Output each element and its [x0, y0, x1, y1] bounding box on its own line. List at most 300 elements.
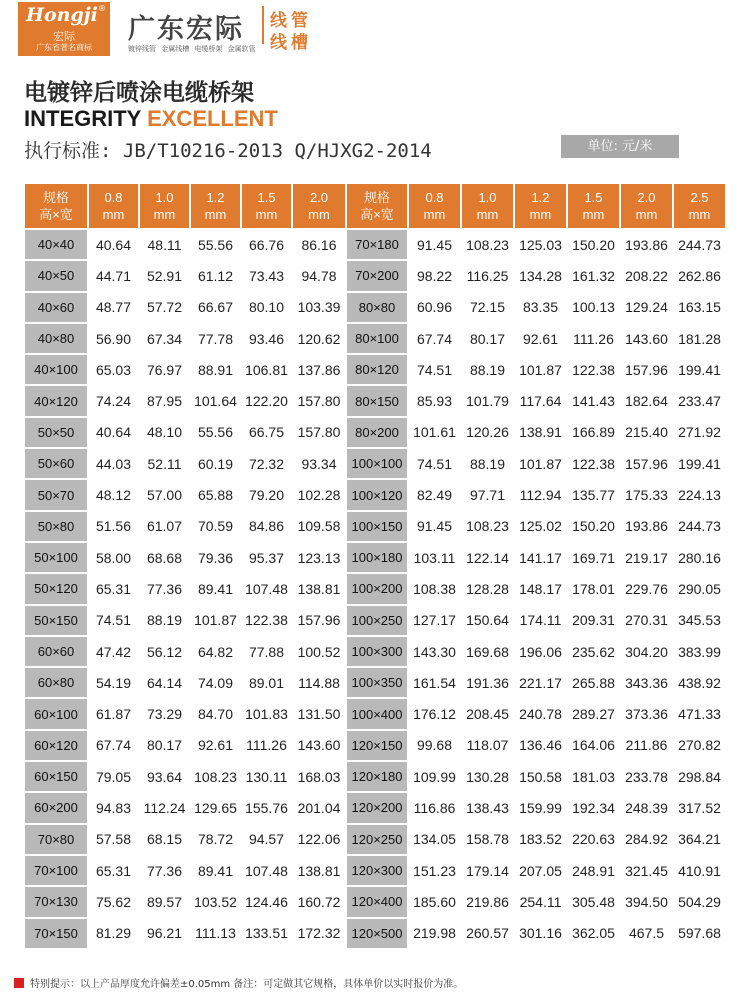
english-title-part2: EXCELLENT [147, 106, 278, 131]
spec-cell: 60×120 [25, 731, 87, 760]
table-row [25, 919, 725, 948]
price-cell: 57.00 [140, 480, 189, 509]
price-cell: 128.28 [462, 574, 513, 603]
price-cell: 117.64 [515, 386, 566, 415]
price-cell: 182.64 [621, 386, 672, 415]
price-cell: 193.86 [621, 230, 672, 259]
price-cell: 136.46 [515, 731, 566, 760]
price-cell: 100.52 [293, 637, 345, 666]
price-cell: 364.21 [674, 825, 725, 854]
price-cell: 124.46 [242, 887, 291, 916]
price-cell: 77.36 [140, 574, 189, 603]
price-cell: 410.91 [674, 856, 725, 885]
price-cell: 64.82 [191, 637, 240, 666]
price-cell: 191.36 [462, 668, 513, 697]
price-cell: 207.05 [515, 856, 566, 885]
price-cell: 199.41 [674, 449, 725, 478]
price-cell: 82.49 [409, 480, 460, 509]
price-cell: 88.19 [462, 355, 513, 384]
price-cell: 93.64 [140, 762, 189, 791]
price-cell: 111.26 [568, 324, 619, 353]
header-cell: 规格 高×宽 [25, 184, 87, 228]
tagline-2: 线槽 [270, 33, 312, 53]
price-cell: 73.29 [140, 699, 189, 728]
table-row [25, 793, 725, 822]
table-row [25, 887, 725, 916]
price-cell: 103.11 [409, 543, 460, 572]
header-cell: 0.8 mm [89, 184, 138, 228]
price-cell: 221.17 [515, 668, 566, 697]
price-cell: 60.96 [409, 293, 460, 322]
price-cell: 48.11 [140, 230, 189, 259]
price-cell: 224.13 [674, 480, 725, 509]
price-cell: 233.78 [621, 762, 672, 791]
price-cell: 84.86 [242, 512, 291, 541]
price-cell: 99.68 [409, 731, 460, 760]
price-cell: 79.20 [242, 480, 291, 509]
price-cell: 192.34 [568, 793, 619, 822]
note-text: 特别提示：以上产品厚度允许偏差±0.05mm 备注：可定做其它规格，具体单价以实时报价为准。 [30, 979, 464, 990]
header-cell: 1.5 mm [568, 184, 619, 228]
standard-text: 执行标准: JB/T10216-2013 Q/HJXG2-2014 [24, 140, 432, 162]
price-cell: 88.19 [462, 449, 513, 478]
spec-cell: 40×50 [25, 261, 87, 290]
price-cell: 219.17 [621, 543, 672, 572]
price-cell: 103.52 [191, 887, 240, 916]
price-cell: 92.61 [191, 731, 240, 760]
price-cell: 83.35 [515, 293, 566, 322]
price-cell: 74.09 [191, 668, 240, 697]
price-cell: 65.31 [89, 574, 138, 603]
price-cell: 125.03 [515, 230, 566, 259]
price-cell: 169.68 [462, 637, 513, 666]
english-title-part1: INTEGRITY [24, 106, 141, 131]
price-cell: 103.39 [293, 293, 345, 322]
price-cell: 68.68 [140, 543, 189, 572]
price-cell: 111.26 [242, 731, 291, 760]
price-cell: 66.76 [242, 230, 291, 259]
price-cell: 88.19 [140, 606, 189, 635]
spec-cell: 80×100 [347, 324, 407, 353]
spec-cell: 80×120 [347, 355, 407, 384]
price-cell: 193.86 [621, 512, 672, 541]
spec-cell: 100×400 [347, 699, 407, 728]
price-cell: 157.96 [293, 606, 345, 635]
spec-cell: 120×180 [347, 762, 407, 791]
page-title: 电镀锌后喷涂电缆桥架 [24, 80, 254, 106]
spec-cell: 70×200 [347, 261, 407, 290]
price-cell: 101.64 [191, 386, 240, 415]
price-cell: 101.87 [515, 355, 566, 384]
price-cell: 159.99 [515, 793, 566, 822]
header-cell: 2.0 mm [621, 184, 672, 228]
price-cell: 48.77 [89, 293, 138, 322]
table-row [25, 449, 725, 478]
price-cell: 471.33 [674, 699, 725, 728]
price-cell: 89.57 [140, 887, 189, 916]
price-cell: 114.88 [293, 668, 345, 697]
price-cell: 101.87 [515, 449, 566, 478]
price-cell: 131.50 [293, 699, 345, 728]
spec-cell: 50×60 [25, 449, 87, 478]
company-name: 广东宏际 [128, 14, 244, 45]
price-cell: 172.32 [293, 919, 345, 948]
price-cell: 122.06 [293, 825, 345, 854]
spec-cell: 100×100 [347, 449, 407, 478]
spec-cell: 120×500 [347, 919, 407, 948]
price-cell: 240.78 [515, 699, 566, 728]
price-cell: 79.36 [191, 543, 240, 572]
price-cell: 321.45 [621, 856, 672, 885]
header-cell: 2.0 mm [293, 184, 345, 228]
price-cell: 345.53 [674, 606, 725, 635]
price-cell: 48.10 [140, 418, 189, 447]
price-cell: 48.12 [89, 480, 138, 509]
price-cell: 65.88 [191, 480, 240, 509]
registered-mark: ® [98, 4, 106, 13]
table-row [25, 512, 725, 541]
table-row [25, 668, 725, 697]
spec-cell: 50×120 [25, 574, 87, 603]
spec-cell: 60×200 [25, 793, 87, 822]
spec-cell: 100×350 [347, 668, 407, 697]
price-cell: 122.38 [568, 449, 619, 478]
price-cell: 108.23 [462, 230, 513, 259]
price-cell: 196.06 [515, 637, 566, 666]
spec-cell: 50×100 [25, 543, 87, 572]
price-cell: 209.31 [568, 606, 619, 635]
price-cell: 138.81 [293, 574, 345, 603]
table-row [25, 355, 725, 384]
spec-cell: 70×130 [25, 887, 87, 916]
spec-cell: 100×250 [347, 606, 407, 635]
header-cell: 1.0 mm [462, 184, 513, 228]
price-cell: 61.87 [89, 699, 138, 728]
price-cell: 158.78 [462, 825, 513, 854]
price-cell: 108.38 [409, 574, 460, 603]
price-cell: 81.29 [89, 919, 138, 948]
spec-cell: 120×300 [347, 856, 407, 885]
price-cell: 298.84 [674, 762, 725, 791]
price-cell: 120.26 [462, 418, 513, 447]
table-row [25, 856, 725, 885]
spec-cell: 70×150 [25, 919, 87, 948]
price-cell: 373.36 [621, 699, 672, 728]
header-cell: 1.2 mm [191, 184, 240, 228]
table-row [25, 543, 725, 572]
price-cell: 174.11 [515, 606, 566, 635]
spec-cell: 60×80 [25, 668, 87, 697]
price-cell: 129.24 [621, 293, 672, 322]
price-cell: 248.91 [568, 856, 619, 885]
spec-cell: 50×150 [25, 606, 87, 635]
spec-cell: 40×60 [25, 293, 87, 322]
price-cell: 133.51 [242, 919, 291, 948]
price-cell: 301.16 [515, 919, 566, 948]
spec-cell: 60×60 [25, 637, 87, 666]
logo-chinese-name: 宏际 [53, 30, 75, 43]
price-cell: 265.88 [568, 668, 619, 697]
footer-note [14, 975, 463, 990]
price-cell: 96.21 [140, 919, 189, 948]
spec-cell: 40×100 [25, 355, 87, 384]
table-row [25, 637, 725, 666]
english-title [24, 106, 278, 132]
table-row [25, 386, 725, 415]
price-cell: 122.38 [568, 355, 619, 384]
price-cell: 125.02 [515, 512, 566, 541]
price-cell: 95.37 [242, 543, 291, 572]
price-cell: 179.14 [462, 856, 513, 885]
price-cell: 107.48 [242, 574, 291, 603]
price-cell: 262.86 [674, 261, 725, 290]
price-cell: 254.11 [515, 887, 566, 916]
price-cell: 248.39 [621, 793, 672, 822]
price-cell: 122.20 [242, 386, 291, 415]
spec-cell: 40×80 [25, 324, 87, 353]
price-cell: 76.97 [140, 355, 189, 384]
table-row [25, 293, 725, 322]
unit-badge: 单位: 元/米 [561, 135, 679, 158]
price-cell: 362.05 [568, 919, 619, 948]
price-cell: 175.33 [621, 480, 672, 509]
price-cell: 52.11 [140, 449, 189, 478]
price-cell: 178.01 [568, 574, 619, 603]
table-row [25, 418, 725, 447]
price-cell: 123.13 [293, 543, 345, 572]
price-cell: 74.24 [89, 386, 138, 415]
spec-cell: 40×120 [25, 386, 87, 415]
price-cell: 64.14 [140, 668, 189, 697]
note-marker [14, 978, 24, 988]
price-cell: 150.64 [462, 606, 513, 635]
spec-cell: 100×200 [347, 574, 407, 603]
price-cell: 89.41 [191, 574, 240, 603]
spec-cell: 120×250 [347, 825, 407, 854]
spec-cell: 70×100 [25, 856, 87, 885]
spec-cell: 120×400 [347, 887, 407, 916]
price-cell: 65.31 [89, 856, 138, 885]
price-cell: 47.42 [89, 637, 138, 666]
price-cell: 290.05 [674, 574, 725, 603]
header-cell: 规格 高×宽 [347, 184, 407, 228]
price-cell: 383.99 [674, 637, 725, 666]
price-cell: 44.71 [89, 261, 138, 290]
spec-cell: 80×150 [347, 386, 407, 415]
price-cell: 77.78 [191, 324, 240, 353]
header-cell: 1.5 mm [242, 184, 291, 228]
table-header-row [25, 184, 725, 228]
price-cell: 233.47 [674, 386, 725, 415]
spec-cell: 60×150 [25, 762, 87, 791]
price-cell: 56.12 [140, 637, 189, 666]
price-cell: 67.74 [89, 731, 138, 760]
price-cell: 107.48 [242, 856, 291, 885]
price-cell: 305.48 [568, 887, 619, 916]
spec-cell: 80×80 [347, 293, 407, 322]
price-cell: 157.80 [293, 386, 345, 415]
price-cell: 44.03 [89, 449, 138, 478]
logo-trademark-text: 广东省著名商标 [36, 43, 92, 52]
price-cell: 181.28 [674, 324, 725, 353]
price-cell: 181.03 [568, 762, 619, 791]
price-cell: 88.91 [191, 355, 240, 384]
price-cell: 92.61 [515, 324, 566, 353]
price-cell: 68.15 [140, 825, 189, 854]
logo-script: Hongji [26, 4, 98, 26]
price-cell: 77.36 [140, 856, 189, 885]
price-cell: 134.05 [409, 825, 460, 854]
price-cell: 284.92 [621, 825, 672, 854]
price-cell: 141.43 [568, 386, 619, 415]
table-row [25, 825, 725, 854]
price-cell: 70.59 [191, 512, 240, 541]
price-cell: 91.45 [409, 512, 460, 541]
price-cell: 138.43 [462, 793, 513, 822]
price-cell: 150.58 [515, 762, 566, 791]
price-cell: 58.00 [89, 543, 138, 572]
price-cell: 199.41 [674, 355, 725, 384]
price-cell: 109.99 [409, 762, 460, 791]
header-cell: 1.2 mm [515, 184, 566, 228]
price-cell: 135.77 [568, 480, 619, 509]
spec-cell: 50×80 [25, 512, 87, 541]
price-cell: 219.98 [409, 919, 460, 948]
price-cell: 504.29 [674, 887, 725, 916]
price-cell: 161.32 [568, 261, 619, 290]
price-cell: 150.20 [568, 230, 619, 259]
price-cell: 151.23 [409, 856, 460, 885]
price-cell: 168.03 [293, 762, 345, 791]
table-row [25, 480, 725, 509]
price-cell: 72.32 [242, 449, 291, 478]
price-cell: 67.74 [409, 324, 460, 353]
price-cell: 116.86 [409, 793, 460, 822]
price-cell: 67.34 [140, 324, 189, 353]
spec-cell: 80×200 [347, 418, 407, 447]
price-table [23, 182, 727, 950]
price-cell: 343.36 [621, 668, 672, 697]
price-cell: 108.23 [191, 762, 240, 791]
table-row [25, 606, 725, 635]
header-cell: 2.5 mm [674, 184, 725, 228]
price-cell: 304.20 [621, 637, 672, 666]
price-cell: 211.86 [621, 731, 672, 760]
price-cell: 65.03 [89, 355, 138, 384]
price-cell: 122.14 [462, 543, 513, 572]
price-cell: 66.67 [191, 293, 240, 322]
price-cell: 201.04 [293, 793, 345, 822]
price-cell: 100.13 [568, 293, 619, 322]
spec-cell: 70×80 [25, 825, 87, 854]
spec-cell: 100×180 [347, 543, 407, 572]
table-row [25, 230, 725, 259]
price-cell: 54.19 [89, 668, 138, 697]
price-cell: 80.10 [242, 293, 291, 322]
price-cell: 148.17 [515, 574, 566, 603]
price-cell: 157.96 [621, 355, 672, 384]
spec-cell: 60×100 [25, 699, 87, 728]
price-cell: 169.71 [568, 543, 619, 572]
price-cell: 244.73 [674, 512, 725, 541]
price-cell: 244.73 [674, 230, 725, 259]
price-cell: 138.81 [293, 856, 345, 885]
price-cell: 57.58 [89, 825, 138, 854]
price-cell: 73.43 [242, 261, 291, 290]
price-cell: 55.56 [191, 230, 240, 259]
price-cell: 157.80 [293, 418, 345, 447]
price-cell: 80.17 [140, 731, 189, 760]
price-cell: 101.79 [462, 386, 513, 415]
price-cell: 89.41 [191, 856, 240, 885]
price-cell: 86.16 [293, 230, 345, 259]
spec-cell: 50×50 [25, 418, 87, 447]
price-cell: 120.62 [293, 324, 345, 353]
price-cell: 157.96 [621, 449, 672, 478]
price-cell: 229.76 [621, 574, 672, 603]
price-cell: 74.51 [409, 355, 460, 384]
price-cell: 143.60 [621, 324, 672, 353]
price-cell: 57.72 [140, 293, 189, 322]
spec-cell: 40×40 [25, 230, 87, 259]
price-cell: 72.15 [462, 293, 513, 322]
table-row [25, 261, 725, 290]
price-cell: 74.51 [89, 606, 138, 635]
price-cell: 108.23 [462, 512, 513, 541]
price-cell: 61.07 [140, 512, 189, 541]
price-cell: 55.56 [191, 418, 240, 447]
price-cell: 130.28 [462, 762, 513, 791]
price-cell: 260.57 [462, 919, 513, 948]
price-cell: 111.13 [191, 919, 240, 948]
brand-logo [18, 2, 110, 56]
price-table-body [25, 230, 725, 948]
price-cell: 143.60 [293, 731, 345, 760]
spec-cell: 100×120 [347, 480, 407, 509]
divider [262, 6, 264, 44]
header-cell: 0.8 mm [409, 184, 460, 228]
price-cell: 84.70 [191, 699, 240, 728]
price-cell: 78.72 [191, 825, 240, 854]
price-cell: 280.16 [674, 543, 725, 572]
price-cell: 66.75 [242, 418, 291, 447]
price-cell: 60.19 [191, 449, 240, 478]
price-cell: 185.60 [409, 887, 460, 916]
price-cell: 289.27 [568, 699, 619, 728]
price-cell: 101.87 [191, 606, 240, 635]
price-cell: 143.30 [409, 637, 460, 666]
price-cell: 394.50 [621, 887, 672, 916]
price-cell: 130.11 [242, 762, 291, 791]
table-row [25, 762, 725, 791]
price-cell: 597.68 [674, 919, 725, 948]
price-cell: 141.17 [515, 543, 566, 572]
price-cell: 271.92 [674, 418, 725, 447]
price-cell: 87.95 [140, 386, 189, 415]
price-cell: 138.91 [515, 418, 566, 447]
price-cell: 109.58 [293, 512, 345, 541]
price-cell: 270.82 [674, 731, 725, 760]
price-cell: 137.86 [293, 355, 345, 384]
table-row [25, 574, 725, 603]
product-list: 镀锌线管 金属线槽 电缆桥架 金属软管 [128, 45, 256, 53]
table-row [25, 699, 725, 728]
price-cell: 163.15 [674, 293, 725, 322]
price-cell: 467.5 [621, 919, 672, 948]
price-cell: 166.89 [568, 418, 619, 447]
price-cell: 317.52 [674, 793, 725, 822]
price-cell: 98.22 [409, 261, 460, 290]
